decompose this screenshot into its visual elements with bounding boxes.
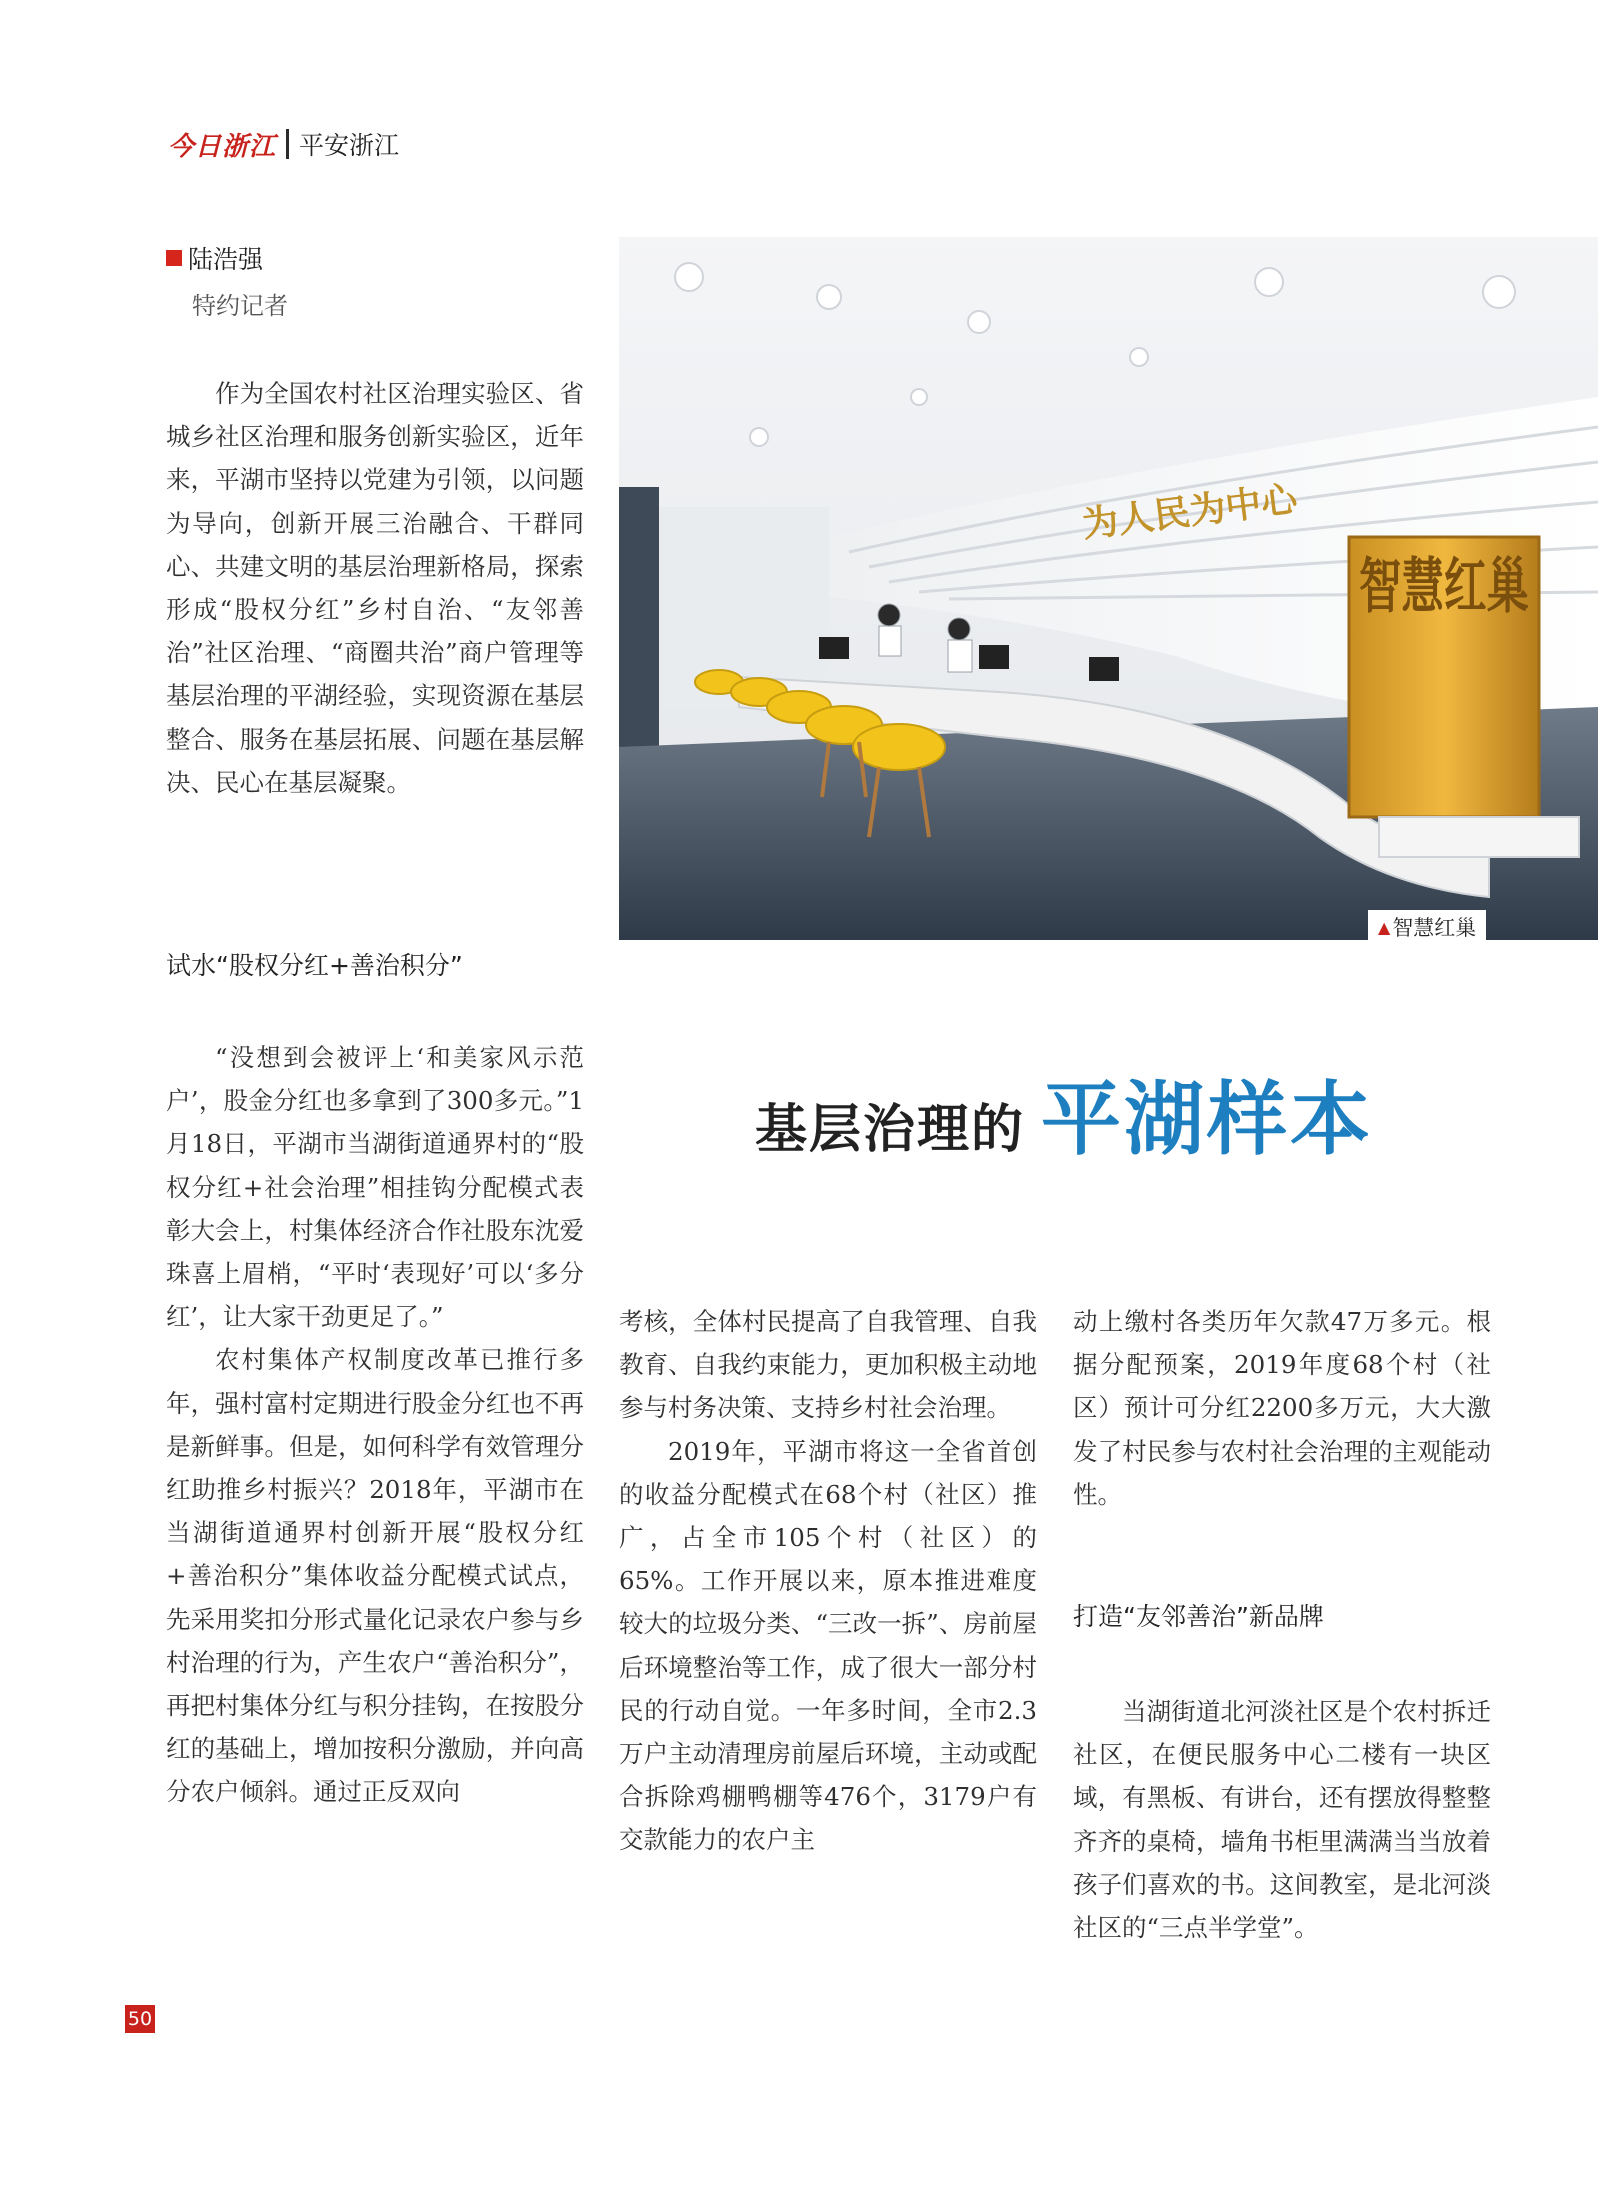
article-headline — [755, 1055, 1373, 1170]
author-name — [166, 240, 288, 276]
page-header — [168, 124, 399, 164]
sculpture-text: 智慧红巢 — [1359, 552, 1529, 622]
magazine-logo: 今日浙江 — [168, 131, 277, 162]
headline-part-1: 基层治理的 — [755, 1099, 1026, 1160]
red-square-icon — [166, 250, 182, 266]
article-column-2 — [619, 1300, 1037, 1862]
byline — [166, 240, 288, 321]
article-column-1 — [166, 1036, 584, 1814]
subheading-equity-dividend: 试水“股权分红+善治积分” — [166, 951, 463, 980]
paragraph: “没想到会被评上‘和美家风示范户’，股金分红也多拿到了300多元。”1月18日，平湖市当湖街道通界村的“股权分红+社会治理”相挂钩分配模式表彰大会上，村集体经济合作社股东沈爱珠喜上眉梢，“平时‘表现好’可以‘多分红’，让大家干劲更足了。” — [166, 1043, 584, 1332]
triangle-icon: ▲ — [1378, 918, 1391, 937]
page-number: 50 — [125, 2005, 155, 2033]
paragraph: 动上缴村各类历年欠款47万多元。根据分配预案，2019年度68个村（社区）预计可分红2200多万元，大大激发了村民参与农村社会治理的主观能动性。 — [1073, 1307, 1491, 1509]
headline-part-2: 平湖样本 — [1041, 1073, 1374, 1166]
photo-caption-text: 智慧红巢 — [1392, 916, 1477, 940]
intro-paragraph-block — [166, 372, 584, 804]
article-column-3 — [1073, 1300, 1491, 1516]
service-hall-photo — [619, 237, 1598, 940]
author-role: 特约记者 — [192, 292, 288, 320]
paragraph: 考核，全体村民提高了自我管理、自我教育、自我约束能力，更加积极主动地参与村务决策、支持乡村社会治理。 — [619, 1307, 1037, 1423]
article-photo — [619, 237, 1598, 940]
author-name-text: 陆浩强 — [188, 245, 264, 274]
article-column-3-continued — [1073, 1690, 1491, 1949]
subheading-neighbor-governance: 打造“友邻善治”新品牌 — [1073, 1602, 1324, 1631]
hall-sign-text: 为人民为中心 — [1080, 478, 1300, 546]
photo-caption — [1368, 910, 1486, 946]
paragraph: 农村集体产权制度改革已推行多年，强村富村定期进行股金分红也不再是新鲜事。但是，如何科学有效管理分红助推乡村振兴？2018年，平湖市在当湖街道通界村创新开展“股权分红+善治积分”集体收益分配模式试点，先采用奖扣分形式量化记录农户参与乡村治理的行为，产生农户“善治积分”，再把村集体分红与积分挂钩，在按股分红的基础上，增加按积分激励，并向高分农户倾斜。通过正反双向 — [166, 1345, 584, 1807]
intro-paragraph: 作为全国农村社区治理实验区、省城乡社区治理和服务创新实验区，近年来，平湖市坚持以党建为引领，以问题为导向，创新开展三治融合、干群同心、共建文明的基层治理新格局，探索形成“股权分红”乡村自治、“友邻善治”社区治理、“商圈共治”商户管理等基层治理的平湖经验，实现资源在基层整合、服务在基层拓展、问题在基层解决、民心在基层凝聚。 — [166, 379, 584, 797]
section-title: 平安浙江 — [299, 131, 400, 160]
header-divider — [286, 129, 289, 159]
paragraph: 2019年，平湖市将这一全省首创的收益分配模式在68个村（社区）推广，占全市105个村（社区）的65%。工作开展以来，原本推进难度较大的垃圾分类、“三改一拆”、房前屋后环境整治等工作，成了很大一部分村民的行动自觉。一年多时间，全市2.3万户主动清理房前屋后环境，主动或配合拆除鸡棚鸭棚等476个，3179户有交款能力的农户主 — [619, 1436, 1037, 1855]
paragraph: 当湖街道北河淡社区是个农村拆迁社区，在便民服务中心二楼有一块区域，有黑板、有讲台，还有摆放得整整齐齐的桌椅，墙角书柜里满满当当放着孩子们喜欢的书。这间教室，是北河淡社区的“三点半学堂”。 — [1073, 1697, 1491, 1943]
